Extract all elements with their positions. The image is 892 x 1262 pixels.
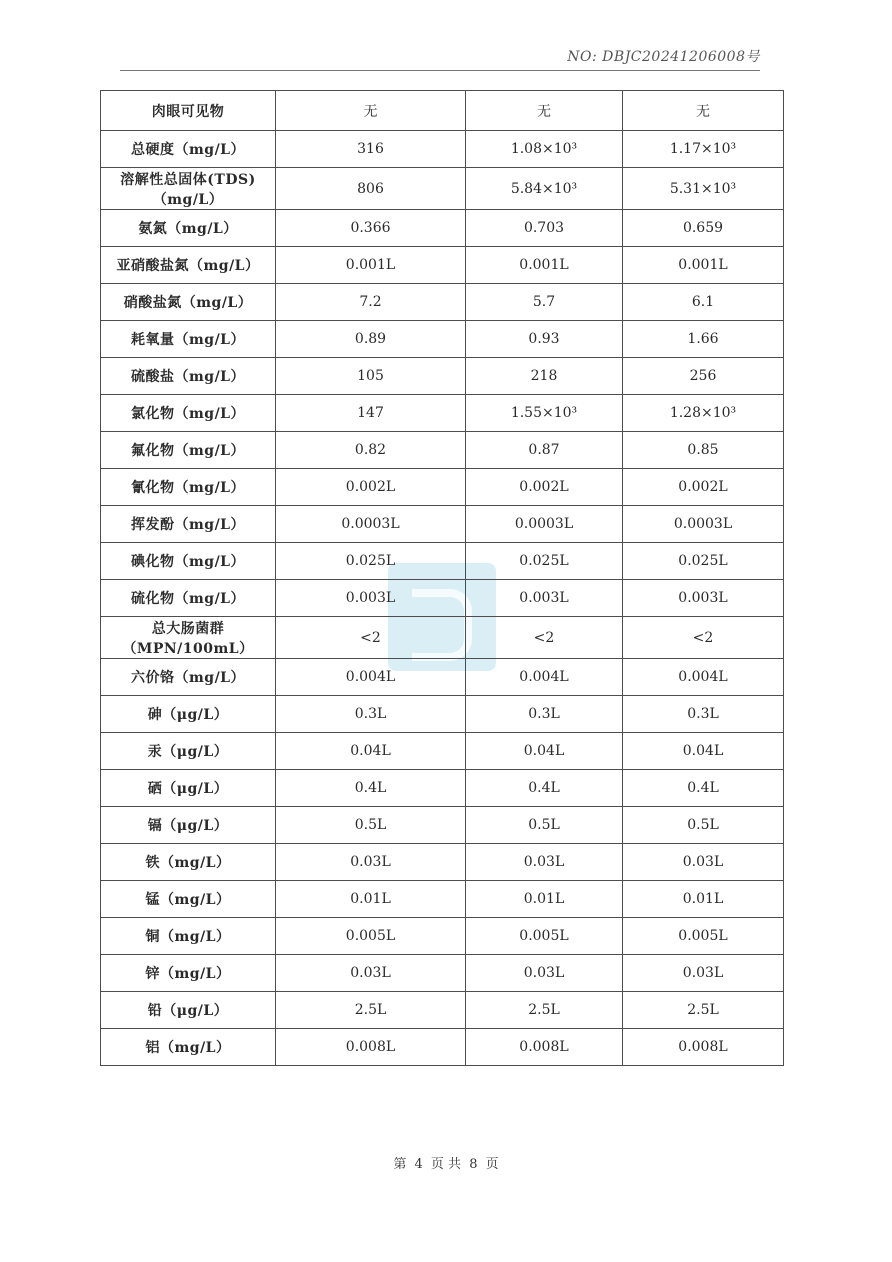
row-label: 溶解性总固体(TDS) （mg/L） <box>101 168 276 210</box>
table-row <box>101 91 784 131</box>
value-sample-2: 无 <box>466 91 623 131</box>
test-results-table <box>100 90 784 1066</box>
value-sample-1: 0.0003L <box>276 506 466 543</box>
table-row <box>101 992 784 1029</box>
value-sample-1: 2.5L <box>276 992 466 1029</box>
value-sample-1: 316 <box>276 131 466 168</box>
value-sample-1: 无 <box>276 91 466 131</box>
value-sample-1: 0.004L <box>276 659 466 696</box>
row-label: 氨氮（mg/L） <box>101 210 276 247</box>
table-row <box>101 881 784 918</box>
value-sample-1: 0.03L <box>276 844 466 881</box>
value-sample-2: 1.08×10³ <box>466 131 623 168</box>
table-row <box>101 696 784 733</box>
table-row <box>101 955 784 992</box>
value-sample-1: 147 <box>276 395 466 432</box>
value-sample-3: 256 <box>623 358 784 395</box>
row-label: 总大肠菌群 （MPN/100mL） <box>101 617 276 659</box>
footer-total-pages: 8 <box>469 1157 478 1172</box>
footer-current-page: 4 <box>414 1157 423 1172</box>
value-sample-2: <2 <box>466 617 623 659</box>
value-sample-3: 0.04L <box>623 733 784 770</box>
table-row <box>101 210 784 247</box>
row-label: 碘化物（mg/L） <box>101 543 276 580</box>
value-sample-2: 0.005L <box>466 918 623 955</box>
row-label: 硒（μg/L） <box>101 770 276 807</box>
value-sample-3: <2 <box>623 617 784 659</box>
value-sample-2: 0.003L <box>466 580 623 617</box>
table-row <box>101 321 784 358</box>
value-sample-2: 5.7 <box>466 284 623 321</box>
row-label: 铁（mg/L） <box>101 844 276 881</box>
table-row <box>101 918 784 955</box>
row-label: 铅（μg/L） <box>101 992 276 1029</box>
row-label: 硫化物（mg/L） <box>101 580 276 617</box>
value-sample-1: <2 <box>276 617 466 659</box>
table-row <box>101 469 784 506</box>
value-sample-3: 0.004L <box>623 659 784 696</box>
value-sample-1: 0.025L <box>276 543 466 580</box>
value-sample-2: 0.03L <box>466 955 623 992</box>
row-label: 氟化物（mg/L） <box>101 432 276 469</box>
value-sample-1: 0.89 <box>276 321 466 358</box>
value-sample-2: 0.01L <box>466 881 623 918</box>
value-sample-1: 806 <box>276 168 466 210</box>
value-sample-2: 0.001L <box>466 247 623 284</box>
value-sample-1: 7.2 <box>276 284 466 321</box>
value-sample-3: 0.0003L <box>623 506 784 543</box>
table-row <box>101 659 784 696</box>
table-row <box>101 844 784 881</box>
table-row <box>101 807 784 844</box>
table-row <box>101 1029 784 1066</box>
value-sample-3: 0.85 <box>623 432 784 469</box>
value-sample-2: 0.004L <box>466 659 623 696</box>
value-sample-2: 0.703 <box>466 210 623 247</box>
value-sample-1: 105 <box>276 358 466 395</box>
table-row <box>101 770 784 807</box>
value-sample-3: 0.025L <box>623 543 784 580</box>
value-sample-3: 0.5L <box>623 807 784 844</box>
report-number: NO: DBJC20241206008号 <box>567 49 760 65</box>
value-sample-1: 0.005L <box>276 918 466 955</box>
value-sample-1: 0.008L <box>276 1029 466 1066</box>
value-sample-2: 0.008L <box>466 1029 623 1066</box>
table-row <box>101 284 784 321</box>
table-row <box>101 543 784 580</box>
table-row <box>101 506 784 543</box>
value-sample-2: 1.55×10³ <box>466 395 623 432</box>
value-sample-3: 0.001L <box>623 247 784 284</box>
value-sample-2: 2.5L <box>466 992 623 1029</box>
table-row <box>101 432 784 469</box>
table-row <box>101 168 784 210</box>
table-row <box>101 247 784 284</box>
footer-mid: 页 共 <box>430 1157 462 1172</box>
value-sample-3: 0.03L <box>623 955 784 992</box>
value-sample-3: 0.3L <box>623 696 784 733</box>
value-sample-3: 1.28×10³ <box>623 395 784 432</box>
row-label: 锌（mg/L） <box>101 955 276 992</box>
value-sample-1: 0.002L <box>276 469 466 506</box>
table-row <box>101 395 784 432</box>
value-sample-1: 0.4L <box>276 770 466 807</box>
value-sample-3: 0.008L <box>623 1029 784 1066</box>
row-label: 肉眼可见物 <box>101 91 276 131</box>
value-sample-2: 0.3L <box>466 696 623 733</box>
value-sample-2: 5.84×10³ <box>466 168 623 210</box>
row-label: 氰化物（mg/L） <box>101 469 276 506</box>
row-label: 铜（mg/L） <box>101 918 276 955</box>
row-label: 硫酸盐（mg/L） <box>101 358 276 395</box>
table-row <box>101 580 784 617</box>
value-sample-2: 0.4L <box>466 770 623 807</box>
value-sample-3: 0.659 <box>623 210 784 247</box>
value-sample-2: 0.93 <box>466 321 623 358</box>
table-row <box>101 131 784 168</box>
value-sample-2: 0.04L <box>466 733 623 770</box>
value-sample-1: 0.366 <box>276 210 466 247</box>
value-sample-1: 0.003L <box>276 580 466 617</box>
value-sample-1: 0.3L <box>276 696 466 733</box>
value-sample-3: 0.002L <box>623 469 784 506</box>
value-sample-2: 0.025L <box>466 543 623 580</box>
table-row <box>101 358 784 395</box>
row-label: 汞（μg/L） <box>101 733 276 770</box>
value-sample-3: 0.4L <box>623 770 784 807</box>
value-sample-1: 0.5L <box>276 807 466 844</box>
value-sample-1: 0.04L <box>276 733 466 770</box>
value-sample-3: 1.17×10³ <box>623 131 784 168</box>
row-label: 氯化物（mg/L） <box>101 395 276 432</box>
row-label: 挥发酚（mg/L） <box>101 506 276 543</box>
footer-prefix: 第 <box>393 1157 407 1172</box>
value-sample-3: 0.01L <box>623 881 784 918</box>
value-sample-2: 0.03L <box>466 844 623 881</box>
row-label: 亚硝酸盐氮（mg/L） <box>101 247 276 284</box>
value-sample-3: 0.03L <box>623 844 784 881</box>
table-row <box>101 733 784 770</box>
row-label: 镉（μg/L） <box>101 807 276 844</box>
table-row <box>101 617 784 659</box>
page-footer <box>0 1153 892 1172</box>
row-label: 铝（mg/L） <box>101 1029 276 1066</box>
value-sample-2: 0.87 <box>466 432 623 469</box>
row-label: 总硬度（mg/L） <box>101 131 276 168</box>
header-rule <box>120 70 760 71</box>
value-sample-3: 5.31×10³ <box>623 168 784 210</box>
value-sample-3: 6.1 <box>623 284 784 321</box>
row-label: 六价铬（mg/L） <box>101 659 276 696</box>
value-sample-1: 0.82 <box>276 432 466 469</box>
value-sample-1: 0.001L <box>276 247 466 284</box>
row-label: 耗氧量（mg/L） <box>101 321 276 358</box>
row-label: 砷（μg/L） <box>101 696 276 733</box>
footer-suffix: 页 <box>485 1157 499 1172</box>
row-label: 硝酸盐氮（mg/L） <box>101 284 276 321</box>
value-sample-2: 218 <box>466 358 623 395</box>
row-label: 锰（mg/L） <box>101 881 276 918</box>
value-sample-2: 0.0003L <box>466 506 623 543</box>
value-sample-3: 0.003L <box>623 580 784 617</box>
value-sample-1: 0.03L <box>276 955 466 992</box>
value-sample-2: 0.5L <box>466 807 623 844</box>
value-sample-2: 0.002L <box>466 469 623 506</box>
value-sample-3: 2.5L <box>623 992 784 1029</box>
value-sample-1: 0.01L <box>276 881 466 918</box>
value-sample-3: 无 <box>623 91 784 131</box>
value-sample-3: 1.66 <box>623 321 784 358</box>
value-sample-3: 0.005L <box>623 918 784 955</box>
